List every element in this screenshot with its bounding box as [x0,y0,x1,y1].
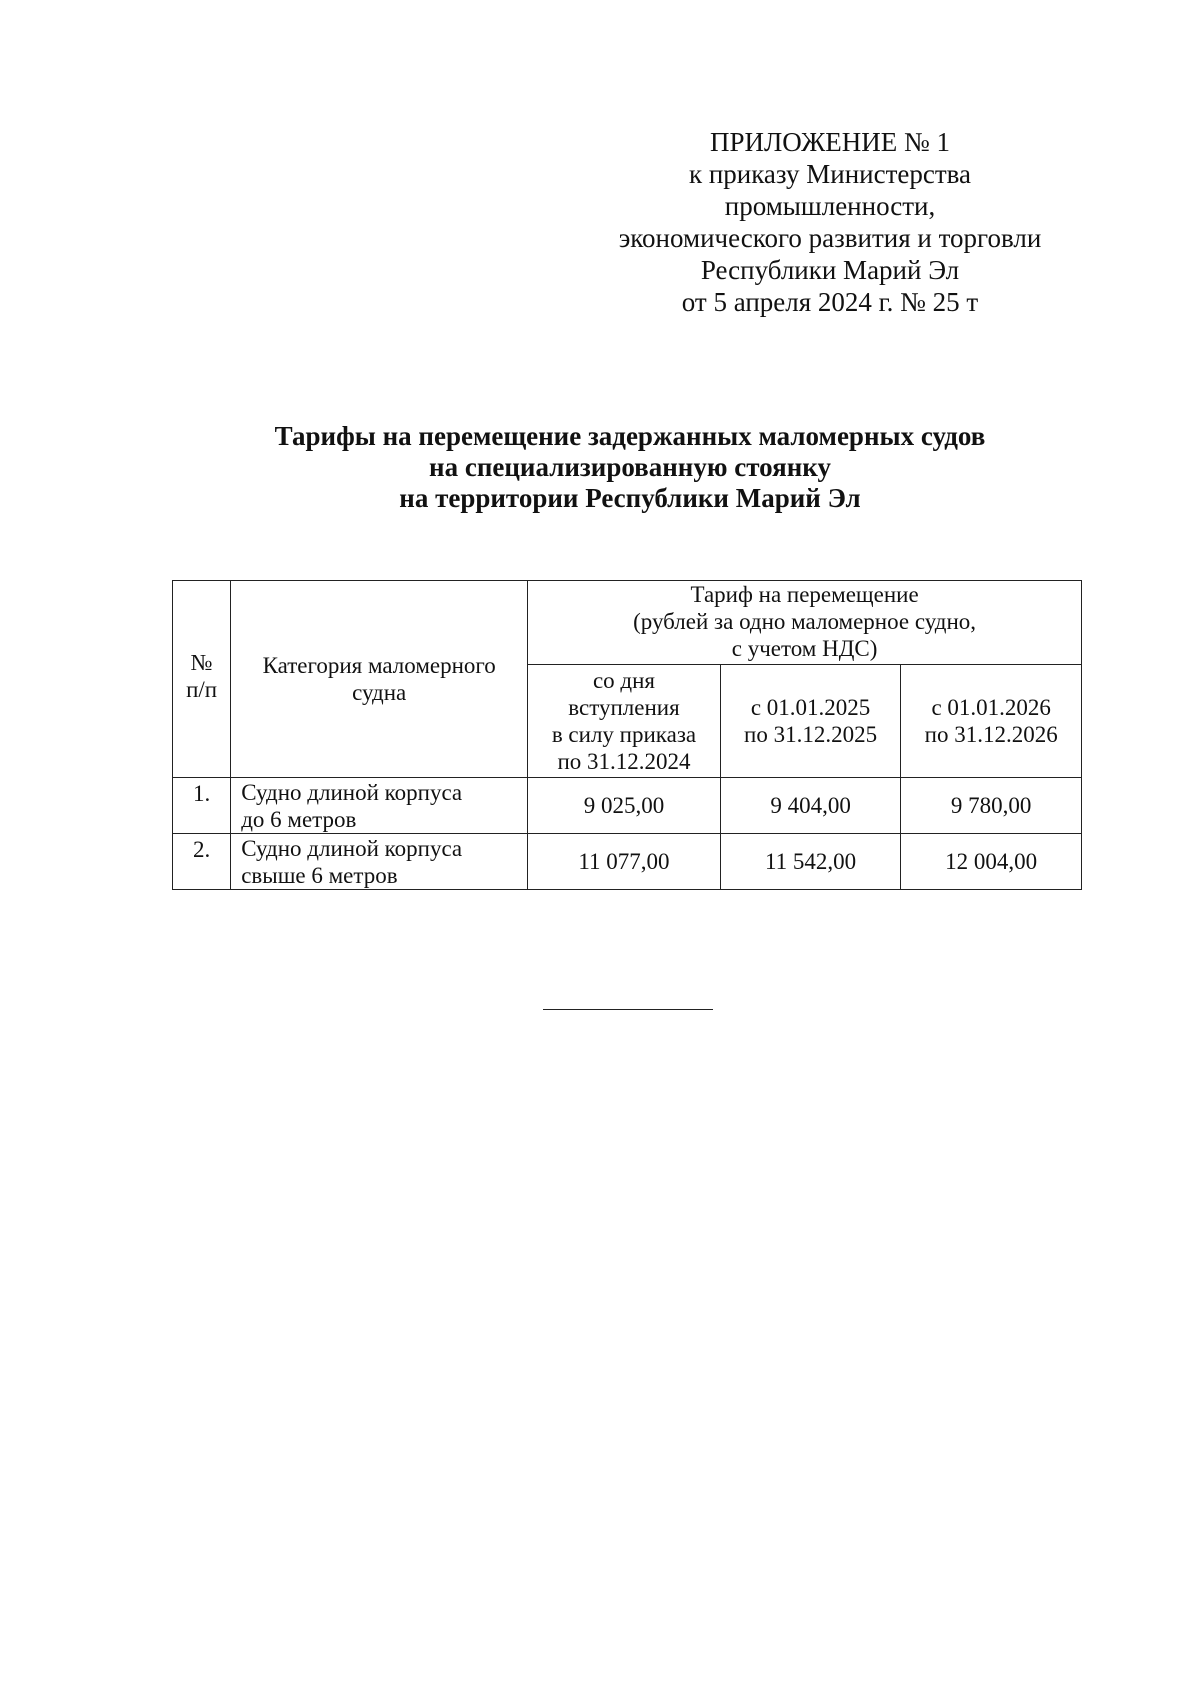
row-tariff-2025: 11 542,00 [720,834,901,890]
header-number: № п/п [173,581,231,778]
appendix-ministry-line2: экономического развития и торговли [618,223,1042,253]
document-title-line3: на территории Республики Марий Эл [399,483,861,513]
row-category: Судно длиной корпуса до 6 метров [231,778,528,834]
row-tariff-2024: 11 077,00 [528,834,721,890]
header-tariff-group: Тариф на перемещение (рублей за одно маломерное судно, с учетом НДС) [528,581,1082,665]
header-period-2025: с 01.01.2025 по 31.12.2025 [720,665,901,778]
appendix-date-number: от 5 апреля 2024 г. № 25 т [681,287,979,317]
tariff-table [172,580,1082,890]
header-category: Категория маломерного судна [231,581,528,778]
row-category: Судно длиной корпуса свыше 6 метров [231,834,528,890]
table-row [173,778,1082,834]
appendix-title: ПРИЛОЖЕНИЕ № 1 [709,127,951,157]
appendix-republic: Республики Марий Эл [700,255,960,285]
document-title-line2: на специализированную стоянку [429,452,831,482]
row-tariff-2026: 12 004,00 [901,834,1082,890]
header-period-2024: со дня вступления в силу приказа по 31.12.2024 [528,665,721,778]
appendix-order-ref: к приказу Министерства [688,159,972,189]
appendix-ministry-line1: промышленности, [724,191,936,221]
table-row [173,834,1082,890]
row-tariff-2025: 9 404,00 [720,778,901,834]
row-tariff-2024: 9 025,00 [528,778,721,834]
document-title-line1: Тарифы на перемещение задержанных маломерных судов [274,421,986,451]
table-header-row [173,581,1082,665]
closing-divider [543,1009,713,1010]
document-title [0,421,1200,514]
row-number: 2. [173,834,231,890]
appendix-header [600,126,1060,318]
row-tariff-2026: 9 780,00 [901,778,1082,834]
row-number: 1. [173,778,231,834]
header-period-2026: с 01.01.2026 по 31.12.2026 [901,665,1082,778]
